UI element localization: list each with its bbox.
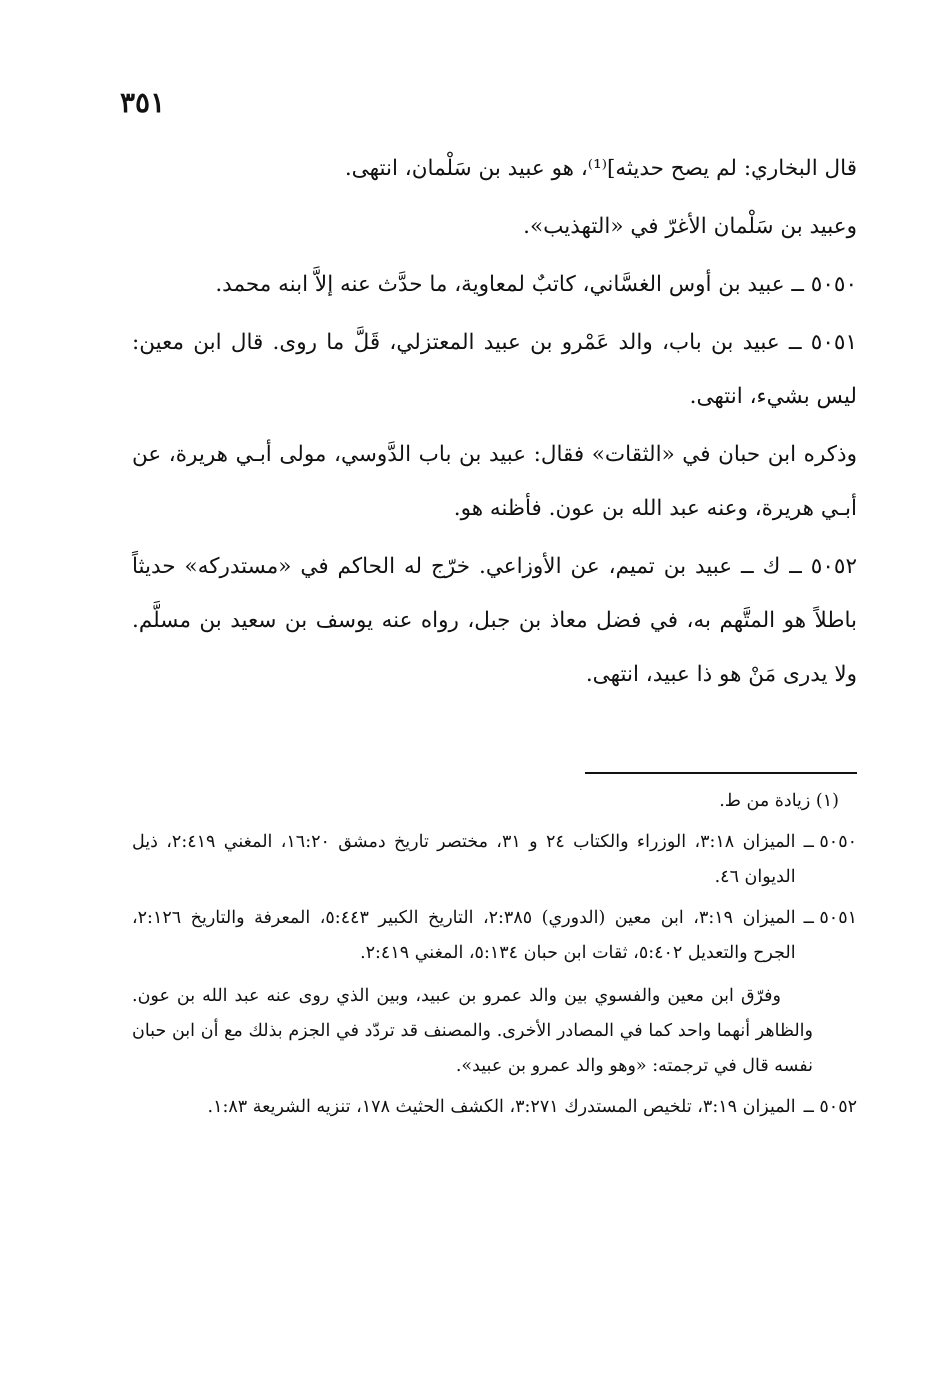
source-entry-5052 bbox=[132, 1090, 857, 1125]
source-entry-text: الميزان ٣:١٩، ابن معين (الدوري) ٢:٣٨٥، التاريخ الكبير ٥:٤٤٣، المعرفة والتاريخ ٢:١٢٦، الجرح والتعديل ٥:٤٠٢، ثقات ابن حبان ٥:١٣٤، المغني ٢:٤١٩. bbox=[132, 908, 796, 963]
source-entry-number: ٥٠٥٠ ــ bbox=[803, 832, 857, 852]
editor-note: وفرّق ابن معين والفسوي بين والد عمرو بن عبيد، وبين الذي روى عنه عبد الله بن عون. والظاهر أنهما واحد كما في المصادر الأخرى. والمصنف قد تردّد في الجزم بذلك مع أن ابن حبان نفسه قال في ترجمته: «وهو والد عمرو بن عبيد». bbox=[132, 986, 813, 1076]
entry-5052: ٥٠٥٢ ــ ك ــ عبيد بن تميم، عن الأوزاعي. خرّج له الحاكم في «مستدركه» حديثاً باطلاً هو المتَّهم به، في فضل معاذ بن جبل، رواه عنه يوسف بن سعيد بن مسلَّم. ولا يدرى مَنْ هو ذا عبيد، انتهى. bbox=[132, 554, 857, 687]
paragraph: قال البخاري: لم يصح حديثه]⁽¹⁾، هو عبيد بن سَلْمان، انتهى. bbox=[344, 156, 857, 181]
source-entry-text: الميزان ٣:١٨، الوزراء والكتاب ٢٤ و ٣١، مختصر تاريخ دمشق ١٦:٢٠، المغني ٢:٤١٩، ذيل الديوان ٤٦. bbox=[132, 832, 796, 887]
entry-5051: ٥٠٥١ ــ عبيد بن باب، والد عَمْرو بن عبيد المعتزلي، قَلَّ ما روى. قال ابن معين: ليس بشيء، انتهى. bbox=[132, 330, 857, 409]
source-entry-5050 bbox=[132, 825, 857, 895]
source-entry-number: ٥٠٥٢ ــ bbox=[803, 1097, 857, 1117]
footnote-1: (١) زيادة من ط. bbox=[719, 791, 839, 811]
paragraph: وذكره ابن حبان في «الثقات» فقال: عبيد بن باب الدَّوسي، مولى أبـي هريرة، عن أبـي هريرة، وعنه عبد الله بن عون. فأظنه هو. bbox=[132, 442, 857, 521]
source-entry-5051 bbox=[132, 901, 857, 971]
entry-5050: ٥٠٥٠ ــ عبيد بن أوس الغسَّاني، كاتبٌ لمعاوية، ما حدَّث عنه إلاَّ ابنه محمد. bbox=[215, 272, 857, 297]
source-entry-text: الميزان ٣:١٩، تلخيص المستدرك ٣:٢٧١، الكشف الحثيث ١٧٨، تنزيه الشريعة ١:٨٣. bbox=[207, 1097, 796, 1117]
paragraph: وعبيد بن سَلْمان الأغرّ في «التهذيب». bbox=[523, 214, 857, 239]
main-text bbox=[132, 142, 857, 706]
footnotes bbox=[132, 784, 857, 1131]
source-entry-number: ٥٠٥١ ــ bbox=[803, 908, 857, 928]
page-number: ٣٥١ bbox=[120, 86, 166, 119]
footnote-divider bbox=[585, 772, 857, 774]
